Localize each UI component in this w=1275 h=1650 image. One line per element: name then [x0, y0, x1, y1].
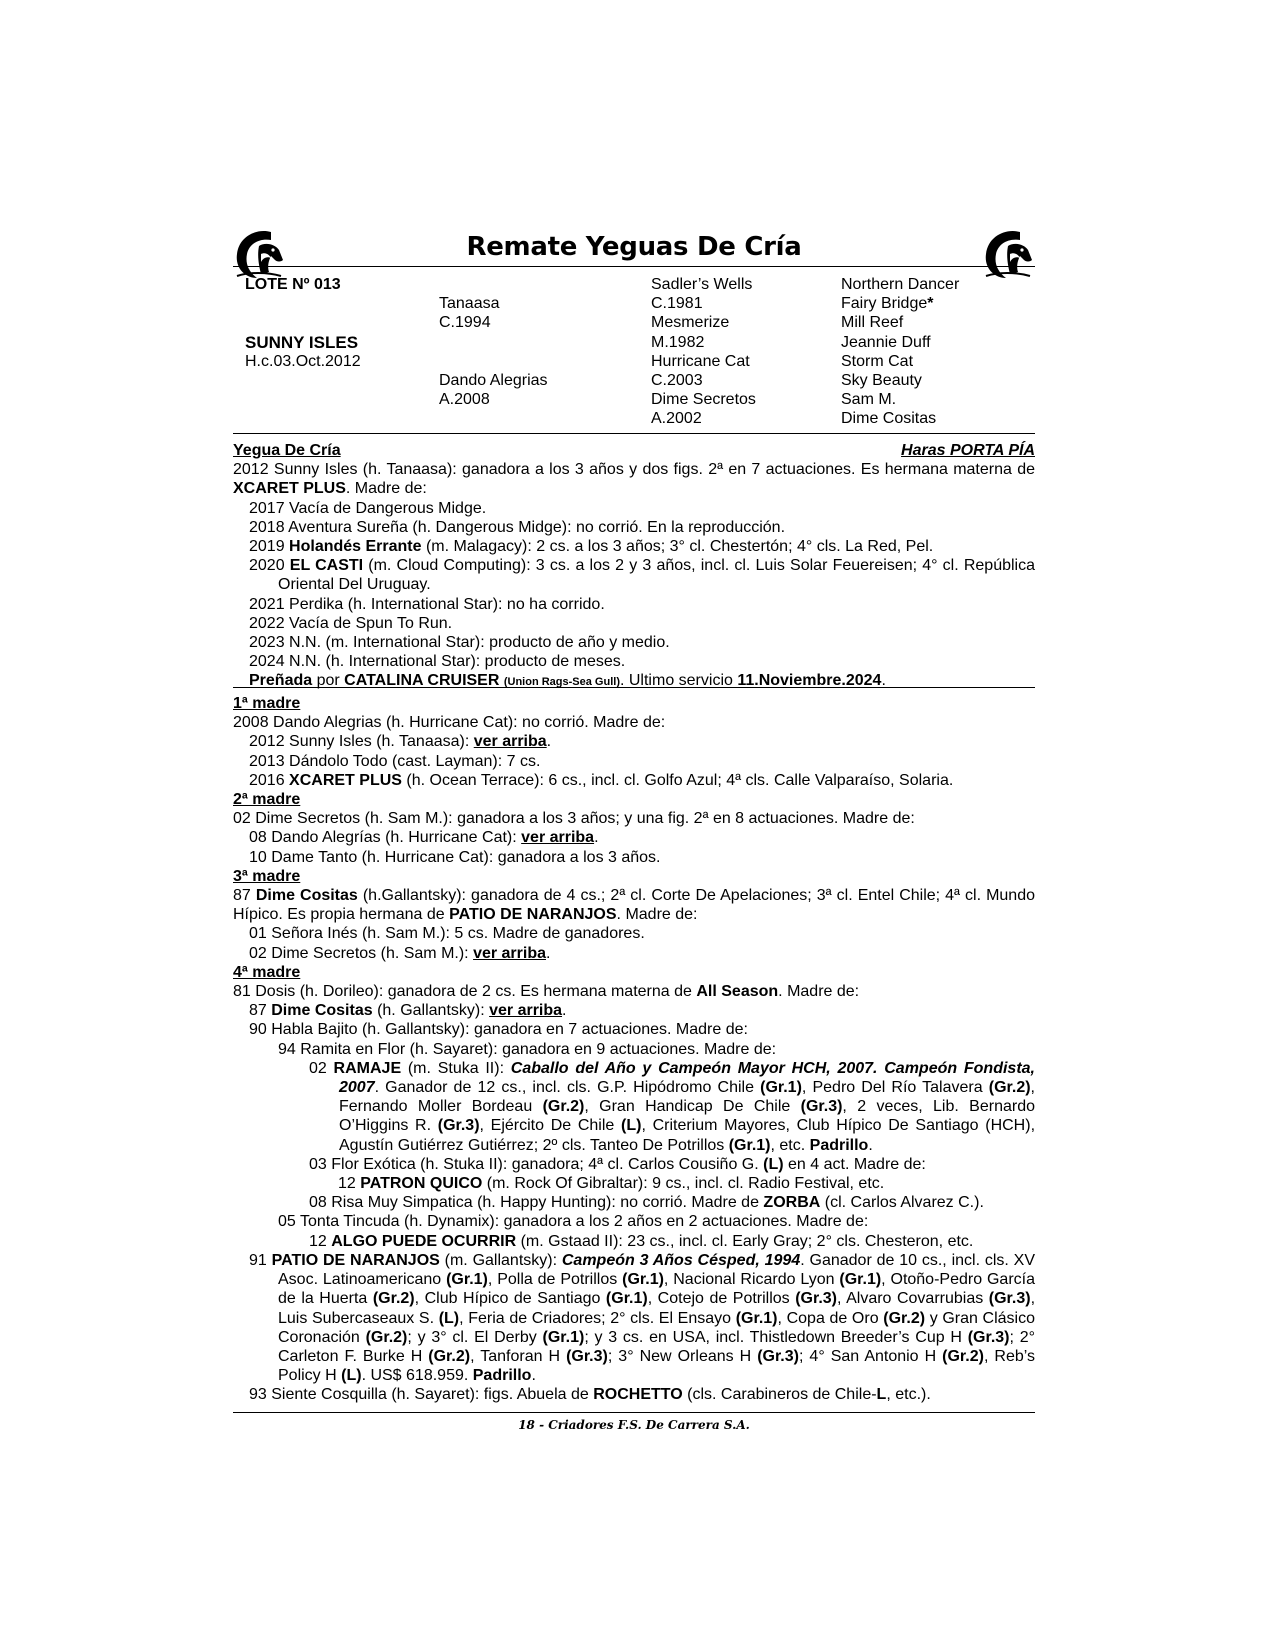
list-item: 02 Dime Secretos (h. Sam M.): ver arriba. [249, 944, 551, 962]
list-item: 12 PATRON QUICO (m. Rock Of Gibraltar): 9 cs., incl. cl. Radio Festival, etc. [338, 1175, 885, 1193]
list-item: 02 Dime Secretos (h. Sam M.): ganadora a los 3 años; y una fig. 2ª en 8 actuaciones. Madre de: [233, 810, 915, 828]
gen3-cell: Fairy Bridge [841, 295, 928, 313]
list-item: 2023 N.N. (m. International Star): producto de año y medio. [249, 634, 670, 652]
gen3-cell: Storm Cat [841, 352, 914, 370]
sire-name: Tanaasa [439, 295, 500, 313]
gen2-cell: Dime Secretos [651, 391, 756, 409]
footer-divider [233, 1412, 1035, 1413]
list-item: 90 Habla Bajito (h. Gallantsky): ganadora en 7 actuaciones. Madre de: [249, 1021, 748, 1039]
cria-section [233, 441, 1035, 693]
list-item: 94 Ramita en Flor (h. Sayaret): ganadora en 9 actuaciones. Madre de: [278, 1040, 777, 1058]
gen2-cell: Mesmerize [651, 314, 730, 332]
section-heading: 2ª madre [233, 791, 301, 809]
list-item: 10 Dame Tanto (h. Hurricane Cat): ganadora a los 3 años. [249, 848, 661, 866]
list-item: 93 Siente Cosquilla (h. Sayaret): figs. Abuela de ROCHETTO (cls. Carabineros de Chile-L, etc.). [249, 1386, 931, 1404]
gen2-cell: Sadler’s Wells [651, 276, 753, 293]
list-item: 08 Dando Alegrías (h. Hurricane Cat): ver arriba. [249, 829, 599, 847]
list-item: 91 PATIO DE NARANJOS (m. Gallantsky): Campeón 3 Años Césped, 1994. Ganador de 10 cs., incl. cls. XV Asoc. Latinoamericano (Gr.1), Polla de Potrillos (Gr.1), Nacional Ricardo Lyon (Gr.1), Otoño-Pedro García de la Huerta (Gr.2), Club Hípico de Santiago (Gr.1), Cotejo de Potrillos (Gr.3), Alvaro Covarrubias (Gr.3), Luis Subercaseaux S. (L), Feria de Criadores; 2° cls. El Ensayo (Gr.1), Copa de Oro (Gr.2) y Gran Clásico Coronación (Gr.2); y 3° cl. El Derby (Gr.1); y 3 cs. en USA, incl. Thistledown Breeder’s Cup H (Gr.3); 2° Carleton F. Burke H (Gr.2), Tanforan H (Gr.3); 3° New Orleans H (Gr.3); 4° San Antonio H (Gr.2), Reb’s Policy H (L). US$ 618.959. Padrillo. [249, 1251, 1036, 1385]
page-title: Remate Yeguas De Cría [466, 232, 802, 262]
dam-name: Dando Alegrias [439, 371, 548, 389]
list-item: 87 Dime Cositas (h.Gallantsky): ganadora de 4 cs.; 2ª cl. Corte De Apelaciones; 3ª cl. Entel Chile; 4ª cl. Mundo Hípico. Es propia hermana de PATIO DE NARANJOS. Madre de: [233, 887, 1035, 924]
pedigree-divider [233, 433, 1035, 434]
gen3-cell: Jeannie Duff [841, 333, 931, 351]
imported-star: * [927, 295, 934, 313]
list-item: 02 RAMAJE (m. Stuka II): Caballo del Año y Campeón Mayor HCH, 2007. Campeón Fondista, 2007. Ganador de 12 cs., incl. cls. G.P. Hipódromo Chile (Gr.1), Pedro Del Río Talavera (Gr.2), Fernando Moller Bordeau (Gr.2), Gran Handicap De Chile (Gr.3), 2 veces, Lib. Bernardo O’Higgins R. (Gr.3), Ejército De Chile (L), Criterium Mayores, Club Hípico De Santiago (HCH), Agustín Gutiérrez Gutiérrez; 2º cls. Tanteo De Potrillos (Gr.1), etc. Padrillo. [309, 1059, 1036, 1154]
gen2-cell: C.2003 [651, 371, 703, 389]
gen2-cell: C.1981 [651, 295, 703, 313]
horse-info: H.c.03.Oct.2012 [245, 352, 361, 370]
list-item: 2008 Dando Alegrias (h. Hurricane Cat): no corrió. Madre de: [233, 714, 666, 732]
section-heading: Yegua De Cría [233, 442, 341, 459]
lote-number: LOTE Nº 013 [245, 276, 341, 293]
cria-intro: 2012 Sunny Isles (h. Tanaasa): ganadora a los 3 años y dos figs. 2ª en 7 actuaciones. Es hermana materna de XCARET PLUS. Madre de: [233, 461, 1035, 498]
dam-info: A.2008 [439, 391, 490, 409]
list-item: 2018 Aventura Sureña (h. Dangerous Midge): no corrió. En la reproducción. [249, 518, 786, 536]
list-item: 2021 Perdika (h. International Star): no ha corrido. [249, 595, 605, 613]
section-divider [233, 687, 1035, 688]
list-item: 05 Tonta Tincuda (h. Dynamix): ganadora a los 2 años en 2 actuaciones. Madre de: [278, 1213, 869, 1231]
section-heading: 3ª madre [233, 867, 301, 885]
title-divider [233, 266, 1035, 267]
gen2-cell: M.1982 [651, 333, 705, 351]
list-item: 2020 EL CASTI (m. Cloud Computing): 3 cs. a los 2 y 3 años, incl. cl. Luis Solar Feuereisen; 4° cl. República Oriental Del Uruguay. [249, 557, 1035, 594]
gen3-cell: Northern Dancer [841, 276, 960, 293]
gen3-cell: Sky Beauty [841, 371, 922, 389]
sire-info: C.1994 [439, 314, 491, 332]
list-item: 2016 XCARET PLUS (h. Ocean Terrace): 6 cs., incl. cl. Golfo Azul; 4ª cls. Calle Valparaíso, Solaria. [249, 771, 954, 789]
list-item: 08 Risa Muy Simpatica (h. Happy Hunting): no corrió. Madre de ZORBA (cl. Carlos Alvarez C.). [309, 1194, 984, 1212]
page-footer: 18 - Criadores F.S. De Carrera S.A. [518, 1418, 750, 1432]
horse-name: SUNNY ISLES [245, 332, 359, 352]
list-item: 01 Señora Inés (h. Sam M.): 5 cs. Madre de ganadores. [249, 925, 645, 943]
madres-section [233, 694, 1035, 1405]
section-heading: 4ª madre [233, 963, 301, 981]
gen3-cell: Dime Cositas [841, 410, 937, 428]
list-item: 03 Flor Exótica (h. Stuka II): ganadora; 4ª cl. Carlos Cousiño G. (L) en 4 act. Madre de: [309, 1155, 926, 1173]
list-item: 12 ALGO PUEDE OCURRIR (m. Gstaad II): 23 cs., incl. cl. Early Gray; 2° cls. Chesteron, etc. [309, 1232, 974, 1250]
list-item: 87 Dime Cositas (h. Gallantsky): ver arriba. [249, 1002, 567, 1020]
haras-name: Haras PORTA PÍA [901, 442, 1035, 459]
list-item: 2012 Sunny Isles (h. Tanaasa): ver arriba. [249, 733, 552, 751]
gen3-cell: Mill Reef [841, 314, 904, 332]
gen3-cell: Sam M. [841, 391, 897, 409]
section-heading: 1ª madre [233, 695, 301, 712]
list-item: 81 Dosis (h. Dorileo): ganadora de 2 cs. Es hermana materna de All Season. Madre de: [233, 983, 860, 1001]
list-item: 2024 N.N. (h. International Star): producto de meses. [249, 653, 626, 671]
gen2-cell: A.2002 [651, 410, 702, 428]
pedigree-table [233, 275, 1035, 427]
list-item: 2017 Vacía de Dangerous Midge. [249, 499, 487, 517]
pregnancy-note: Preñada por CATALINA CRUISER (Union Rags-Sea Gull). Ultimo servicio 11.Noviembre.2024. [249, 672, 886, 690]
list-item: 2022 Vacía de Spun To Run. [249, 614, 453, 632]
list-item: 2013 Dándolo Todo (cast. Layman): 7 cs. [249, 752, 541, 770]
list-item: 2019 Holandés Errante (m. Malagacy): 2 cs. a los 3 años; 3° cl. Chestertón; 4° cls. La Red, Pel. [249, 538, 934, 556]
gen2-cell: Hurricane Cat [651, 352, 750, 370]
